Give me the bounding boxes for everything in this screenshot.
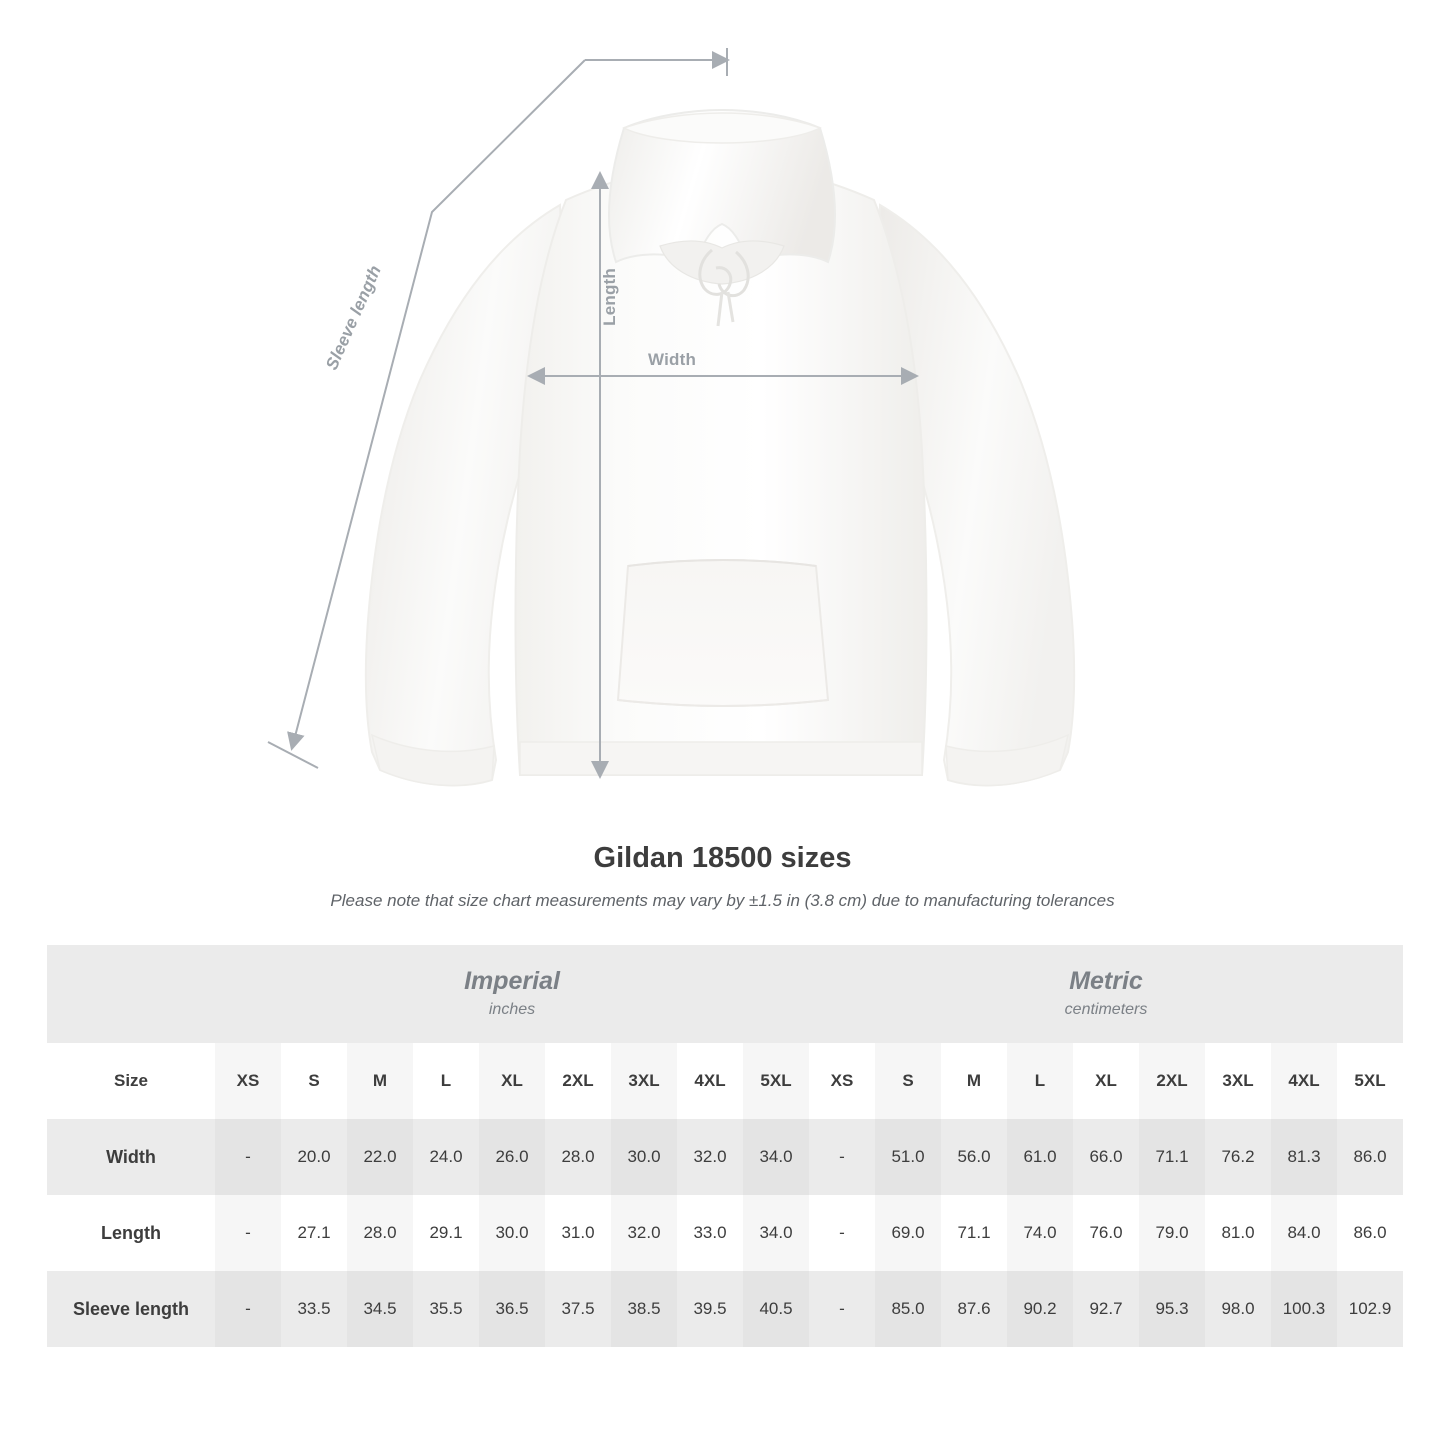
size-table-container xyxy=(0,945,1445,1347)
cell-sleeve-metric-m: 87.6 xyxy=(941,1271,1007,1347)
cell-length-imperial-s: 27.1 xyxy=(281,1195,347,1271)
chart-heading xyxy=(0,842,1445,911)
header-imperial-m: M xyxy=(347,1043,413,1119)
cell-sleeve-imperial-xl: 36.5 xyxy=(479,1271,545,1347)
header-imperial-3xl: 3XL xyxy=(611,1043,677,1119)
cell-width-metric-s: 51.0 xyxy=(875,1119,941,1195)
header-imperial-l: L xyxy=(413,1043,479,1119)
header-imperial-5xl: 5XL xyxy=(743,1043,809,1119)
cell-sleeve-metric-5xl: 102.9 xyxy=(1337,1271,1403,1347)
cell-width-imperial-xs: - xyxy=(215,1119,281,1195)
size-table xyxy=(47,945,1403,1347)
cell-width-imperial-5xl: 34.0 xyxy=(743,1119,809,1195)
cell-length-imperial-m: 28.0 xyxy=(347,1195,413,1271)
cell-length-metric-xl: 76.0 xyxy=(1073,1195,1139,1271)
unit-imperial-name: Imperial xyxy=(464,966,560,995)
header-metric-4xl: 4XL xyxy=(1271,1043,1337,1119)
cell-width-imperial-3xl: 30.0 xyxy=(611,1119,677,1195)
cell-width-metric-xl: 66.0 xyxy=(1073,1119,1139,1195)
table-header-row xyxy=(47,1043,1403,1119)
cell-width-metric-2xl: 71.1 xyxy=(1139,1119,1205,1195)
cell-width-imperial-4xl: 32.0 xyxy=(677,1119,743,1195)
cell-sleeve-imperial-2xl: 37.5 xyxy=(545,1271,611,1347)
header-metric-xs: XS xyxy=(809,1043,875,1119)
header-imperial-s: S xyxy=(281,1043,347,1119)
unit-header-spacer xyxy=(47,945,215,1043)
cell-sleeve-metric-xs: - xyxy=(809,1271,875,1347)
table-row xyxy=(47,1195,1403,1271)
cell-sleeve-metric-xl: 92.7 xyxy=(1073,1271,1139,1347)
unit-metric xyxy=(809,945,1403,1043)
cell-length-imperial-3xl: 32.0 xyxy=(611,1195,677,1271)
width-dimension-label: Width xyxy=(648,350,697,369)
cell-length-imperial-2xl: 31.0 xyxy=(545,1195,611,1271)
cell-sleeve-imperial-xs: - xyxy=(215,1271,281,1347)
row-label-length: Length xyxy=(47,1195,215,1271)
header-metric-2xl: 2XL xyxy=(1139,1043,1205,1119)
cell-length-metric-xs: - xyxy=(809,1195,875,1271)
cell-length-imperial-4xl: 33.0 xyxy=(677,1195,743,1271)
cell-sleeve-metric-2xl: 95.3 xyxy=(1139,1271,1205,1347)
cell-sleeve-imperial-5xl: 40.5 xyxy=(743,1271,809,1347)
cell-width-metric-3xl: 76.2 xyxy=(1205,1119,1271,1195)
cell-sleeve-imperial-m: 34.5 xyxy=(347,1271,413,1347)
header-metric-l: L xyxy=(1007,1043,1073,1119)
table-row xyxy=(47,1271,1403,1347)
cell-length-metric-s: 69.0 xyxy=(875,1195,941,1271)
header-size: Size xyxy=(47,1043,215,1119)
cell-width-metric-m: 56.0 xyxy=(941,1119,1007,1195)
header-imperial-xl: XL xyxy=(479,1043,545,1119)
cell-length-imperial-5xl: 34.0 xyxy=(743,1195,809,1271)
cell-sleeve-metric-l: 90.2 xyxy=(1007,1271,1073,1347)
cell-sleeve-metric-4xl: 100.3 xyxy=(1271,1271,1337,1347)
cell-length-imperial-xl: 30.0 xyxy=(479,1195,545,1271)
cell-sleeve-imperial-s: 33.5 xyxy=(281,1271,347,1347)
cell-length-metric-2xl: 79.0 xyxy=(1139,1195,1205,1271)
cell-width-imperial-m: 22.0 xyxy=(347,1119,413,1195)
header-metric-s: S xyxy=(875,1043,941,1119)
unit-imperial-sub: inches xyxy=(488,1000,536,1018)
cell-width-metric-l: 61.0 xyxy=(1007,1119,1073,1195)
cell-length-imperial-xs: - xyxy=(215,1195,281,1271)
cell-width-imperial-2xl: 28.0 xyxy=(545,1119,611,1195)
row-label-width: Width xyxy=(47,1119,215,1195)
header-metric-m: M xyxy=(941,1043,1007,1119)
cell-sleeve-imperial-3xl: 38.5 xyxy=(611,1271,677,1347)
cell-sleeve-imperial-4xl: 39.5 xyxy=(677,1271,743,1347)
cell-sleeve-metric-3xl: 98.0 xyxy=(1205,1271,1271,1347)
header-metric-xl: XL xyxy=(1073,1043,1139,1119)
cell-length-metric-m: 71.1 xyxy=(941,1195,1007,1271)
cell-width-metric-5xl: 86.0 xyxy=(1337,1119,1403,1195)
unit-imperial xyxy=(215,945,809,1043)
length-dimension-label: Length xyxy=(600,268,619,326)
unit-header-row xyxy=(47,945,1403,1043)
cell-length-metric-4xl: 84.0 xyxy=(1271,1195,1337,1271)
header-imperial-4xl: 4XL xyxy=(677,1043,743,1119)
tolerance-note: Please note that size chart measurements may vary by ±1.5 in (3.8 cm) due to manufacturing tolerances xyxy=(330,891,1115,910)
header-imperial-2xl: 2XL xyxy=(545,1043,611,1119)
table-row xyxy=(47,1119,1403,1195)
header-metric-3xl: 3XL xyxy=(1205,1043,1271,1119)
row-label-sleeve-length: Sleeve length xyxy=(47,1271,215,1347)
cell-length-metric-5xl: 86.0 xyxy=(1337,1195,1403,1271)
cell-sleeve-metric-s: 85.0 xyxy=(875,1271,941,1347)
unit-metric-sub: centimeters xyxy=(1064,1000,1148,1018)
cell-width-metric-4xl: 81.3 xyxy=(1271,1119,1337,1195)
cell-width-imperial-xl: 26.0 xyxy=(479,1119,545,1195)
cell-width-metric-xs: - xyxy=(809,1119,875,1195)
header-imperial-xs: XS xyxy=(215,1043,281,1119)
header-metric-5xl: 5XL xyxy=(1337,1043,1403,1119)
page-title: Gildan 18500 sizes xyxy=(593,842,852,874)
cell-width-imperial-l: 24.0 xyxy=(413,1119,479,1195)
sleeve-length-dimension-label: Sleeve length xyxy=(322,262,385,373)
cell-width-imperial-s: 20.0 xyxy=(281,1119,347,1195)
unit-metric-name: Metric xyxy=(1069,966,1143,995)
cell-length-metric-3xl: 81.0 xyxy=(1205,1195,1271,1271)
cell-sleeve-imperial-l: 35.5 xyxy=(413,1271,479,1347)
cell-length-metric-l: 74.0 xyxy=(1007,1195,1073,1271)
cell-length-imperial-l: 29.1 xyxy=(413,1195,479,1271)
